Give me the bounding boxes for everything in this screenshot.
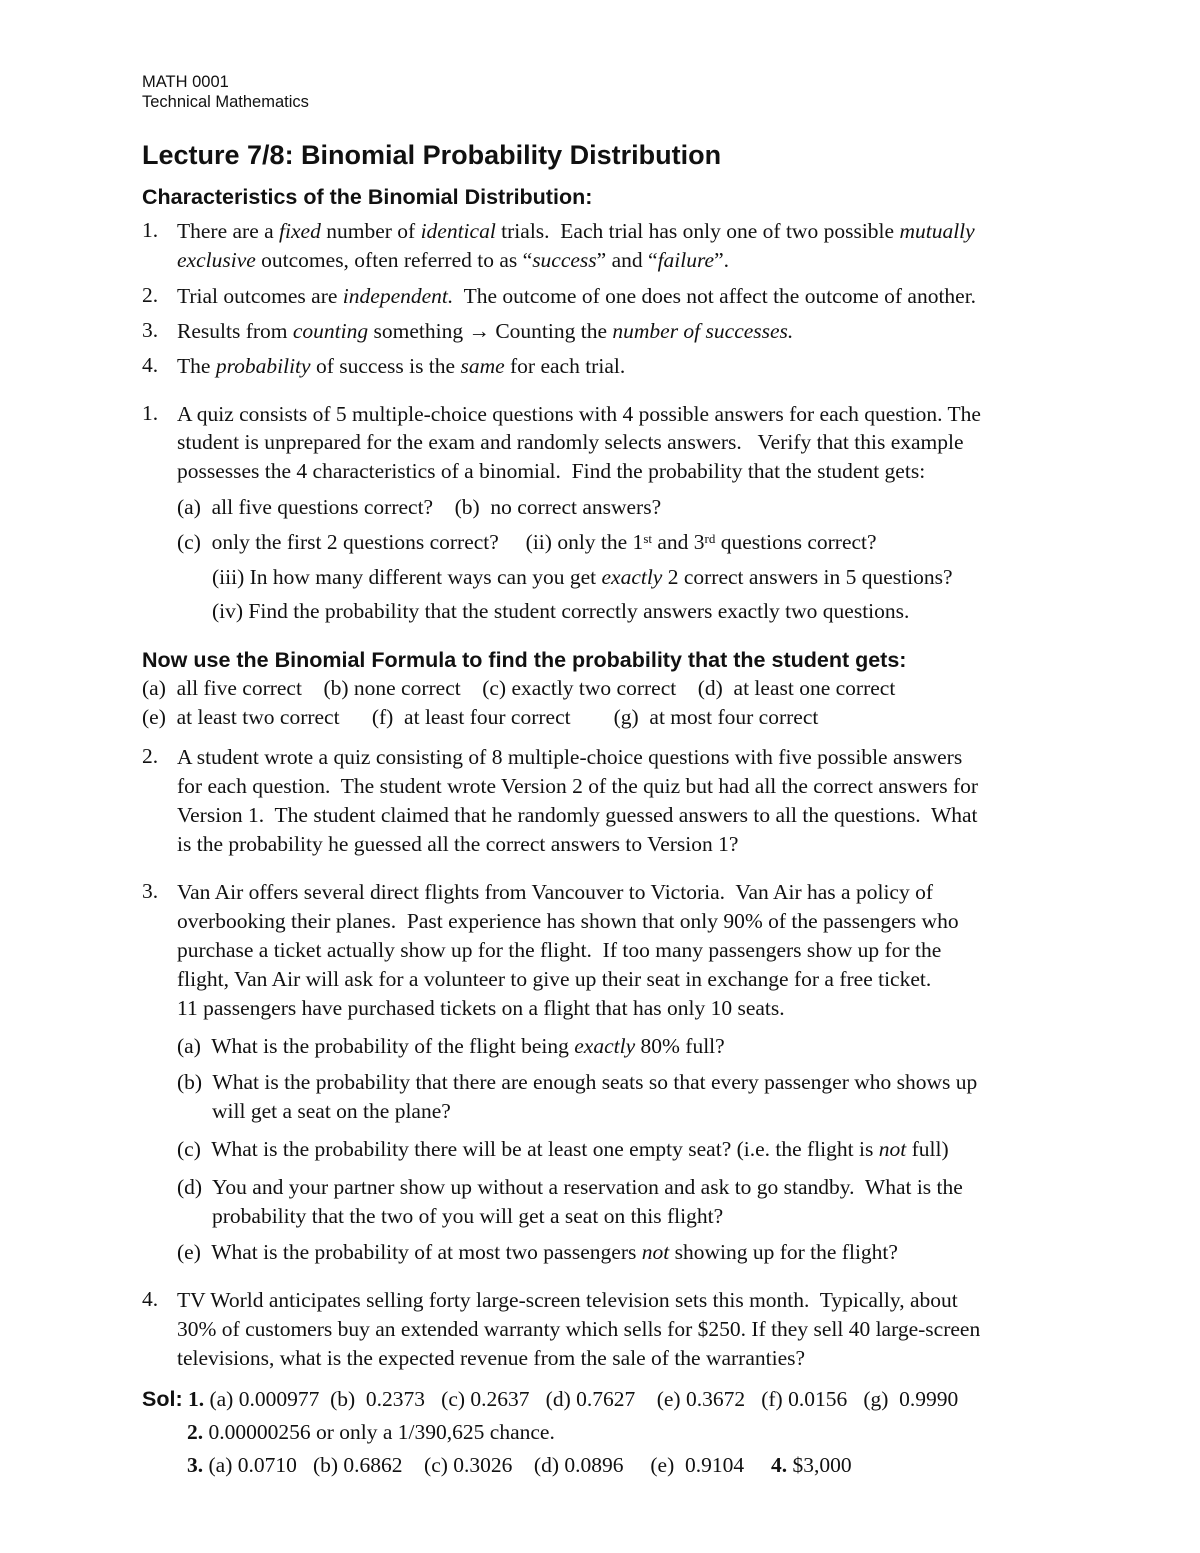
question-text: purchase a ticket actually show up for the flight. If too many passengers show up for the (177, 938, 942, 962)
question-text: Van Air offers several direct flights from Vancouver to Victoria. Van Air has a policy of (177, 880, 933, 904)
question-text: A student wrote a quiz consisting of 8 multiple-choice questions with five possible answers (177, 745, 963, 769)
question-text: televisions, what is the expected revenue from the sale of the warranties? (177, 1346, 806, 1370)
item-number: 4. (142, 353, 159, 377)
question-number: 4. (142, 1287, 159, 1311)
item-number: 2. (142, 283, 159, 307)
question-text: flight, Van Air will ask for a volunteer to give up their seat in exchange for a free ticket. (177, 967, 932, 991)
formula-row-2: (e) at least two correct (f) at least four correct (g) at most four correct (142, 705, 819, 729)
question-number: 2. (142, 744, 159, 768)
question-part-d: (d) You and your partner show up without a reservation and ask to go standby. What is the (177, 1175, 963, 1199)
item-text: exclusive outcomes, often referred to as “success” and “failure”. (177, 248, 730, 272)
item-text: Trial outcomes are independent. The outcome of one does not affect the outcome of another. (177, 284, 977, 308)
question-part-b: (b) What is the probability that there are enough seats so that every passenger who shows up (177, 1070, 978, 1094)
course-name: Technical Mathematics (142, 93, 309, 111)
question-text: 11 passengers have purchased tickets on a flight that has only 10 seats. (177, 996, 785, 1020)
question-text: possesses the 4 characteristics of a binomial. Find the probability that the student gets: (177, 459, 926, 483)
question-text: Version 1. The student claimed that he randomly guessed answers to all the questions. What (177, 803, 978, 827)
question-text: overbooking their planes. Past experience has shown that only 90% of the passengers who (177, 909, 959, 933)
item-number: 3. (142, 318, 159, 342)
question-part-d-cont: probability that the two of you will get a seat on this flight? (212, 1204, 724, 1228)
item-text: The probability of success is the same for each trial. (177, 354, 626, 378)
formula-row-1: (a) all five correct (b) none correct (c) exactly two correct (d) at least one correct (142, 676, 896, 700)
question-number: 1. (142, 401, 159, 425)
characteristics-heading: Characteristics of the Binomial Distribution: (142, 185, 593, 209)
item-number: 1. (142, 218, 159, 242)
question-part-a: (a) What is the probability of the flight being exactly 80% full? (177, 1034, 725, 1058)
question-part-a: (a) all five questions correct? (b) no correct answers? (177, 495, 662, 519)
question-text: 30% of customers buy an extended warranty which sells for $250. If they sell 40 large-screen (177, 1317, 981, 1341)
course-code: MATH 0001 (142, 73, 229, 91)
question-part-iii: (iii) In how many different ways can you get exactly 2 correct answers in 5 questions? (212, 565, 953, 589)
question-part-e: (e) What is the probability of at most two passengers not showing up for the flight? (177, 1240, 898, 1264)
solution-line-1: Sol: 1. (a) 0.000977 (b) 0.2373 (c) 0.2637 (d) 0.7627 (e) 0.3672 (f) 0.0156 (g) 0.9990 (142, 1387, 959, 1411)
item-text: There are a fixed number of identical trials. Each trial has only one of two possible mutually (177, 219, 975, 243)
solution-line-2: 2. 0.00000256 or only a 1/390,625 chance. (187, 1420, 555, 1444)
question-part-c: (c) What is the probability there will be at least one empty seat? (i.e. the flight is not full) (177, 1137, 949, 1161)
solution-line-3: 3. (a) 0.0710 (b) 0.6862 (c) 0.3026 (d) 0.0896 (e) 0.9104 4. $3,000 (187, 1453, 852, 1477)
question-text: TV World anticipates selling forty large-screen television sets this month. Typically, about (177, 1288, 958, 1312)
formula-heading: Now use the Binomial Formula to find the probability that the student gets: (142, 648, 907, 672)
question-text: A quiz consists of 5 multiple-choice questions with 4 possible answers for each question. The (177, 402, 981, 426)
question-text: is the probability he guessed all the correct answers to Version 1? (177, 832, 739, 856)
item-text: Results from counting something → Counting the number of successes. (177, 319, 794, 343)
solutions-label: Sol: (142, 1387, 183, 1411)
question-part-c: (c) only the first 2 questions correct? (ii) only the 1st and 3rd questions correct? (177, 530, 877, 554)
question-number: 3. (142, 879, 159, 903)
question-text: student is unprepared for the exam and randomly selects answers. Verify that this example (177, 430, 964, 454)
page-title: Lecture 7/8: Binomial Probability Distribution (142, 140, 722, 170)
question-part-b-cont: will get a seat on the plane? (212, 1099, 451, 1123)
question-text: for each question. The student wrote Version 2 of the quiz but had all the correct answers for (177, 774, 979, 798)
question-part-iv: (iv) Find the probability that the student correctly answers exactly two questions. (212, 599, 910, 623)
